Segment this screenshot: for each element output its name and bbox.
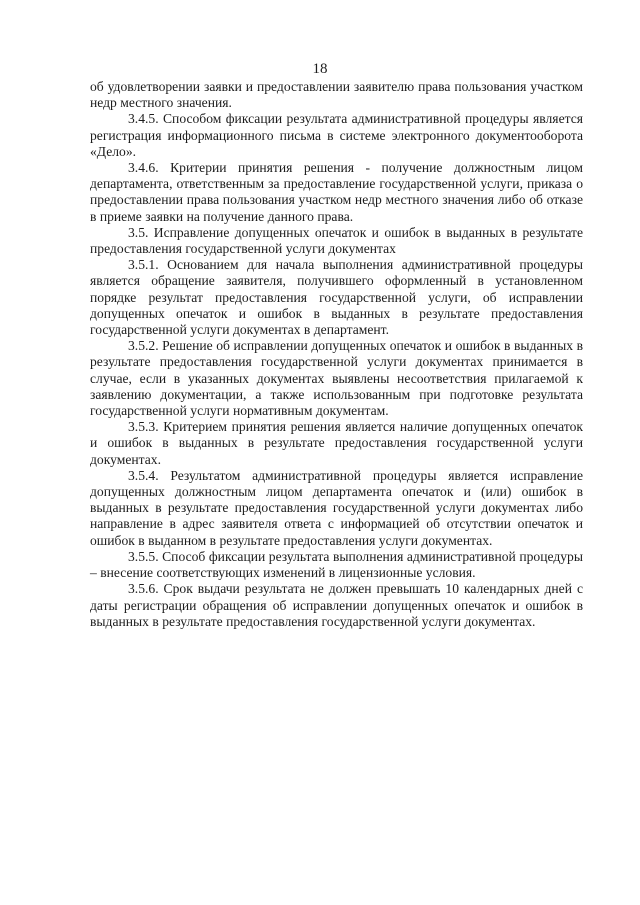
page-number: 18 xyxy=(312,61,328,77)
paragraph-3-5-4: 3.5.4. Результатом административной процедуры является исправление допущенных должностным лицом департамента опечаток и (или) ошибок в выданных в результате предоставления государственной услуги документах либо направление в адрес заявителя ответа с информацией об отсутствии опечаток и ошибок в выданном в результате предоставления услуги документах. xyxy=(90,467,583,548)
paragraph-3-5-5: 3.5.5. Способ фиксации результата выполнения административной процедуры – внесение соответствующих изменений в лицензионные условия. xyxy=(90,548,583,581)
paragraph-3-5-2: 3.5.2. Решение об исправлении допущенных опечаток и ошибок в выданных в результате предоставления государственной услуги документах принимается в случае, если в указанных документах выявлены несоответствия прилагаемой к заявлению документации, а также использованным при подготовке результата государственной услуги нормативным документам. xyxy=(90,338,583,419)
paragraph-3-4-5: 3.4.5. Способом фиксации результата административной процедуры является регистрация информационного письма в системе электронного документооборота «Дело». xyxy=(90,111,583,159)
paragraph-3-5-1: 3.5.1. Основанием для начала выполнения административной процедуры является обращение заявителя, получившего оформленный в установленном порядке результат предоставления государственной услуги, об исправлении допущенных опечаток и ошибок в выданных в результате предоставления государственной услуги документах в департамент. xyxy=(90,257,583,338)
paragraph-3-5-6: 3.5.6. Срок выдачи результата не должен превышать 10 календарных дней с даты регистрации обращения об исправлении допущенных опечаток и ошибок в выданных в результате предоставления государственной услуги документах. xyxy=(90,581,583,629)
document-body xyxy=(90,79,583,630)
section-heading-3-5: 3.5. Исправление допущенных опечаток и ошибок в выданных в результате предоставления государственной услуги документах xyxy=(90,224,583,257)
paragraph-3-5-3: 3.5.3. Критерием принятия решения является наличие допущенных опечаток и ошибок в выданных в результате предоставления государственной услуги документах. xyxy=(90,419,583,467)
paragraph-3-4-6: 3.4.6. Критерии принятия решения - получение должностным лицом департамента, ответственным за предоставление государственной услуги, приказа о предоставлении права пользования участком недр местного значения либо об отказе в приеме заявки на получение данного права. xyxy=(90,160,583,224)
paragraph-continuation: об удовлетворении заявки и предоставлении заявителю права пользования участком недр местного значения. xyxy=(90,79,583,111)
